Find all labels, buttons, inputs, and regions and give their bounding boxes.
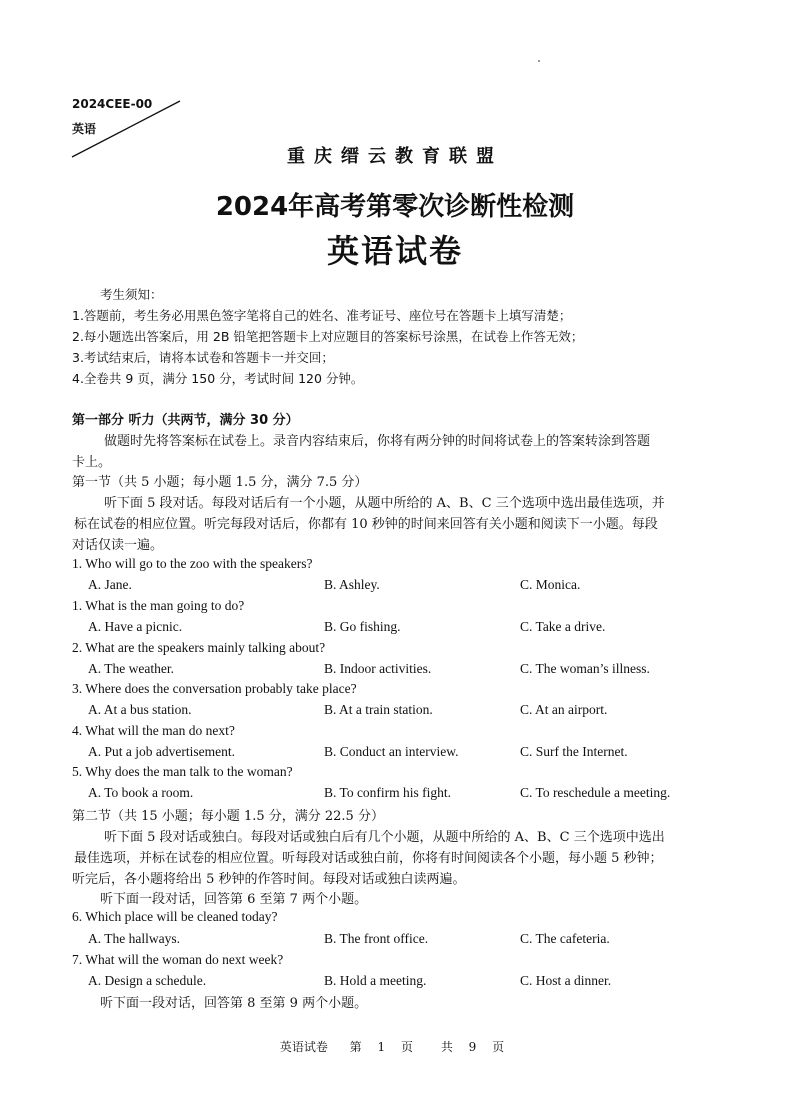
option-c: C. To reschedule a meeting. (520, 785, 671, 800)
exam-subtitle: 英语试卷 (326, 232, 463, 270)
total-pages: 9 (468, 1040, 477, 1054)
question-stem: 1. What is the man going to do? (72, 598, 245, 613)
section1-instructions: 听下面 5 段对话。每段对话后有一个小题，从题中所给的 A、B、C 三个选项中选出最佳选项，并 (104, 496, 665, 511)
subject-label: 英语 (72, 122, 97, 136)
section2-heading: 第二节（共 15 小题；每小题 1.5 分，满分 22.5 分） (72, 809, 384, 824)
notice-item: 2.每小题选出答案后，用 2B 铅笔把答题卡上对应题目的答案标号涂黑，在试卷上作答无效； (72, 329, 584, 344)
question-stem: 2. What are the speakers mainly talking about? (72, 640, 326, 655)
option-a: A. Design a schedule. (88, 973, 207, 988)
part1-intro: 做题时先将答案标在试卷上。录音内容结束后，你将有两分钟的时间将试卷上的答案转涂到答题 (104, 434, 651, 449)
part1-intro: 卡上。 (72, 455, 112, 470)
option-b: B. At a train station. (324, 702, 433, 717)
section2-instructions: 听下面 5 段对话或独白。每段对话或独白后有几个小题，从题中所给的 A、B、C 三个选项中选出 (104, 830, 665, 845)
question-stem: 7. What will the woman do next week? (72, 952, 284, 967)
option-b: B. Go fishing. (324, 619, 401, 634)
question-stem: 6. Which place will be cleaned today? (72, 909, 278, 924)
option-c: C. Host a dinner. (520, 973, 612, 988)
page-footer (0, 1038, 790, 1055)
option-a: A. Have a picnic. (88, 619, 183, 634)
notice-item: 4.全卷共 9 页，满分 150 分，考试时间 120 分钟。 (72, 371, 364, 386)
section2-lead: 听下面一段对话，回答第 6 至第 7 两个小题。 (100, 892, 368, 907)
option-c: C. Monica. (520, 577, 581, 592)
question-stem: 1. Who will go to the zoo with the speakers? (72, 556, 313, 571)
option-b: B. To confirm his fight. (324, 785, 452, 800)
question-stem: 5. Why does the man talk to the woman? (72, 764, 293, 779)
section1-instructions: 标在试卷的相应位置。听完每段对话后，你都有 10 秒钟的时间来回答有关小题和阅读下一小题。每段 (74, 517, 658, 532)
footer-subject: 英语试卷 (279, 1040, 328, 1054)
option-b: B. The front office. (324, 931, 429, 946)
section1-heading: 第一节（共 5 小题；每小题 1.5 分，满分 7.5 分） (72, 475, 368, 490)
option-c: C. At an airport. (520, 702, 608, 717)
section1-instructions: 对话仅读一遍。 (72, 538, 164, 553)
question-stem: 4. What will the man do next? (72, 723, 235, 738)
notice-item: 3.考试结束后，请将本试卷和答题卡一并交回； (72, 350, 334, 365)
option-a: A. At a bus station. (88, 702, 192, 717)
option-c: C. Take a drive. (520, 619, 606, 634)
organization-name: 重庆缙云教育联盟 (287, 146, 503, 167)
exam-code: 2024CEE-00 (72, 97, 153, 111)
option-b: B. Hold a meeting. (324, 973, 427, 988)
option-a: A. Put a job advertisement. (88, 744, 235, 759)
notice-item: 1.答题前，考生务必用黑色签字笔将自己的姓名、准考证号、座位号在答题卡上填写清楚； (72, 308, 572, 323)
question-stem: 3. Where does the conversation probably take place? (72, 681, 357, 696)
option-b: B. Indoor activities. (324, 661, 432, 676)
option-a: A. Jane. (88, 577, 132, 592)
footer-page: 第 1 页 (349, 1040, 413, 1054)
option-c: C. The cafeteria. (520, 931, 610, 946)
option-c: C. Surf the Internet. (520, 744, 628, 759)
footer-total: 共 9 页 (440, 1040, 505, 1054)
section2-instructions: 最佳选项，并标在试卷的相应位置。听每段对话或独白前，你将有时间阅读各个小题，每小题 5 秒钟； (74, 851, 663, 866)
exam-title: 2024年高考第零次诊断性检测 (215, 192, 575, 222)
option-a: A. To book a room. (88, 785, 194, 800)
option-b: B. Conduct an interview. (324, 744, 459, 759)
section2-instructions: 听完后，各小题将给出 5 秒钟的作答时间。每段对话或独白读两遍。 (72, 872, 466, 887)
part1-heading: 第一部分 听力（共两节，满分 30 分） (72, 413, 299, 428)
option-c: C. The woman’s illness. (520, 661, 650, 676)
option-b: B. Ashley. (324, 577, 380, 592)
notice-heading: 考生须知： (100, 287, 163, 302)
section2-lead: 听下面一段对话，回答第 8 至第 9 两个小题。 (100, 996, 368, 1011)
option-a: A. The hallways. (88, 931, 180, 946)
scan-dot (538, 60, 540, 62)
page-number: 1 (377, 1040, 386, 1054)
option-a: A. The weather. (88, 661, 174, 676)
